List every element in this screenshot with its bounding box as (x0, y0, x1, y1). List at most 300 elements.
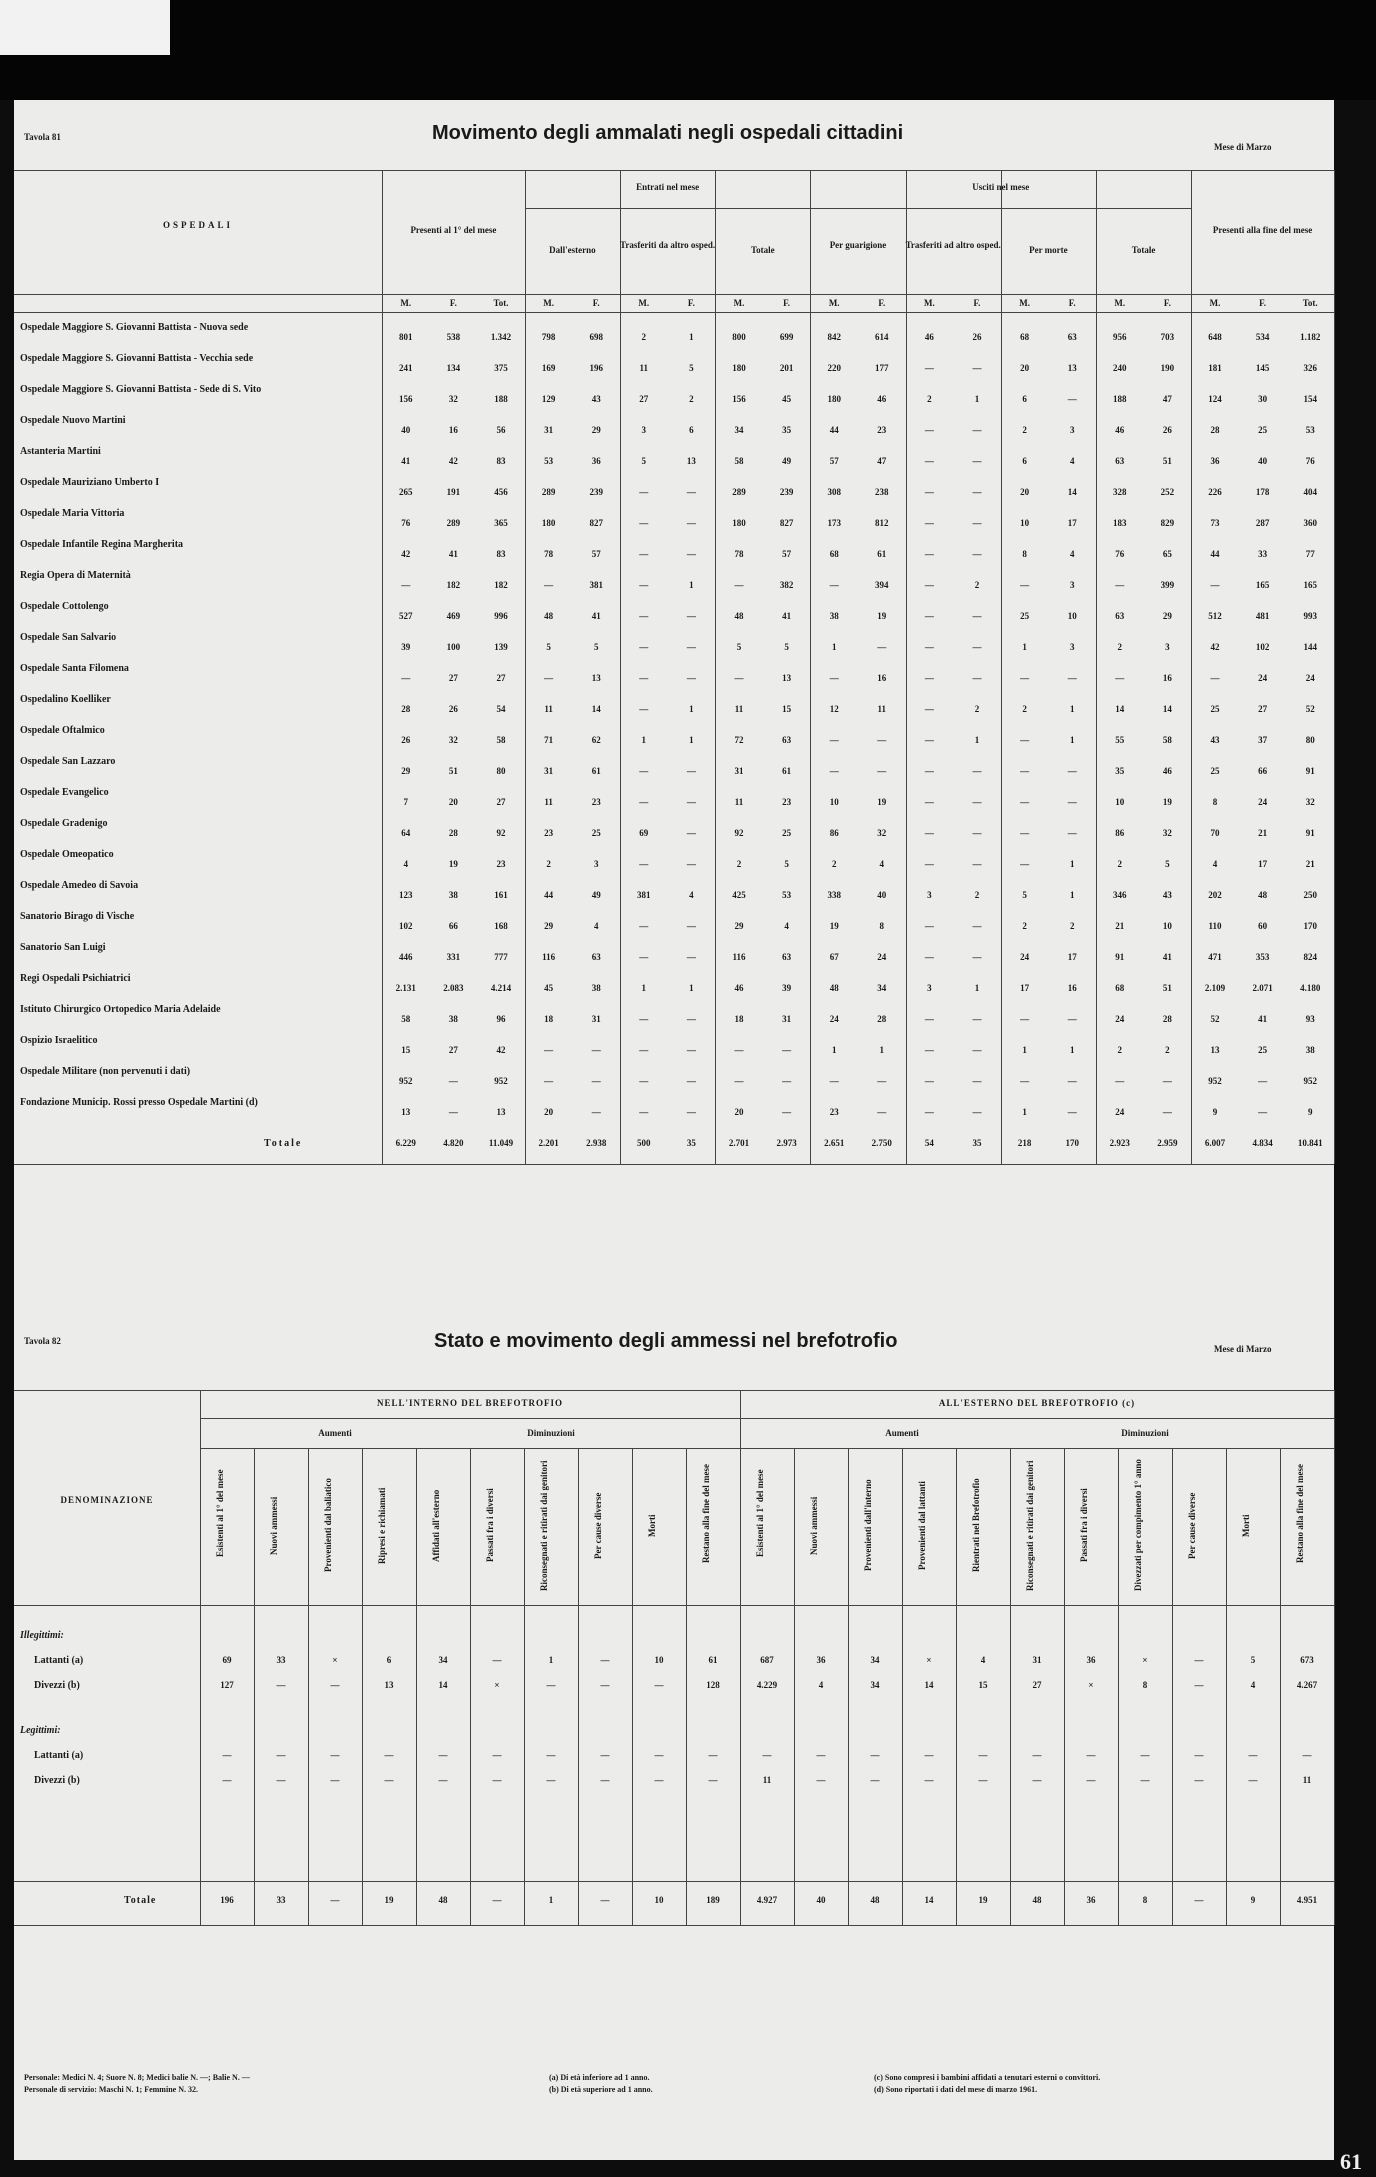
t81-cell: — (924, 921, 934, 931)
note-c: (c) Sono compresi i bambini affidati a tenutari esterni o convittori. (874, 2073, 1101, 2082)
t81-cell: 3 (927, 983, 932, 993)
note-b: (b) Di età superiore ad 1 anno. (549, 2085, 653, 2094)
t82-illegittimi: Illegittimi: (20, 1630, 64, 1641)
t81-cell: 17 (1067, 952, 1077, 962)
t82-total-cell: 33 (276, 1895, 286, 1905)
t82-cell: 11 (1302, 1775, 1312, 1785)
t81-cell: 3 (1069, 425, 1075, 435)
t81-cell: 24 (1115, 1014, 1125, 1024)
t81-cell: — (1067, 797, 1077, 807)
t81-cell: 1 (1022, 1107, 1027, 1117)
t81-cell: 287 (1255, 518, 1270, 528)
t81-cell: 27 (496, 797, 506, 807)
t81-cell: 4 (1069, 456, 1075, 466)
t81-cell: 93 (1305, 1014, 1315, 1024)
t82-cell: — (276, 1750, 286, 1760)
t82-cell: 69 (222, 1655, 232, 1665)
t81-cell: — (924, 1107, 934, 1117)
t82-top-rule (14, 1390, 1334, 1391)
t81-cell: 26 (401, 735, 411, 745)
t82-cell: — (1086, 1750, 1096, 1760)
t81-cell: 534 (1255, 332, 1270, 342)
t81-subheader: F. (783, 298, 791, 308)
t81-cell: 168 (494, 921, 508, 931)
t81-total-cell: 2.651 (824, 1138, 845, 1148)
t81-cell: 41 (1162, 952, 1172, 962)
t81-cell: 68 (1115, 983, 1125, 993)
t81-row-label: Ospedale Amedeo di Savoia (20, 880, 139, 891)
t81-cell: 65 (1162, 549, 1172, 559)
t81-cell: — (972, 766, 982, 776)
t82-cell: — (546, 1680, 556, 1690)
t81-cell: 20 (544, 1107, 554, 1117)
t81-cell: 10 (1115, 797, 1125, 807)
t81-cell: 5 (784, 642, 789, 652)
t81-cell: 2 (641, 332, 647, 342)
note-servizio: Personale di servizio: Maschi N. 1; Femmine N. 32. (24, 2085, 198, 2094)
t81-total-cell: 2.750 (871, 1138, 892, 1148)
t81-cell: 73 (1210, 518, 1220, 528)
t81-cell: 53 (544, 456, 554, 466)
t82-label: Tavola 82 (24, 1336, 61, 1346)
t81-cell: — (1020, 766, 1030, 776)
t81-cell: 25 (1210, 704, 1220, 714)
t81-cell: 40 (877, 890, 887, 900)
t81-cell: 10 (829, 797, 839, 807)
t82-total-cell: 48 (438, 1895, 448, 1905)
t81-cell: — (686, 1014, 696, 1024)
t81-cell: 12 (829, 704, 839, 714)
t81-cell: 47 (1162, 394, 1172, 404)
t81-cell: 76 (1115, 549, 1125, 559)
t81-cell: 18 (544, 1014, 554, 1024)
t81-cell: 2 (736, 859, 742, 869)
t82-vheader: Provenienti dall'interno (863, 1479, 873, 1572)
t81-cell: 4.180 (1300, 983, 1321, 993)
t81-cell: 40 (401, 425, 411, 435)
t81-cell: 165 (1255, 580, 1270, 590)
t81-cell: 812 (875, 518, 889, 528)
t81-cell: — (401, 673, 411, 683)
t82-cell: × (332, 1655, 338, 1665)
t81-cell: 52 (1305, 704, 1315, 714)
t81-cell: 57 (782, 549, 792, 559)
t81-cell: — (972, 797, 982, 807)
t81-cell: — (686, 1076, 696, 1086)
t82-cell: 673 (1300, 1655, 1314, 1665)
t82-cell: — (1086, 1775, 1096, 1785)
t81-cell: 43 (591, 394, 601, 404)
t81-cell: 952 (1303, 1076, 1317, 1086)
t81-cell: 123 (399, 890, 413, 900)
t82-cell: — (492, 1655, 502, 1665)
t82-cell: — (1140, 1750, 1150, 1760)
t81-cell: 83 (496, 456, 506, 466)
t81-cell: — (877, 766, 887, 776)
t81-cell: 16 (1067, 983, 1077, 993)
t82-vheader: Passati fra i diversi (1079, 1488, 1089, 1563)
t81-total-cell: 2.201 (538, 1138, 559, 1148)
t81-cell: 6 (689, 425, 694, 435)
t82-cell: — (870, 1750, 880, 1760)
t81-cell: 58 (1162, 735, 1172, 745)
t81-cell: — (686, 766, 696, 776)
t81-cell: 29 (401, 766, 411, 776)
t81-cell: 44 (1210, 549, 1220, 559)
t81-cell: 129 (541, 394, 556, 404)
t82-cell: — (1140, 1775, 1150, 1785)
t81-cell: 698 (589, 332, 603, 342)
t81-cell: 36 (1210, 456, 1220, 466)
t81-cell: 4 (689, 890, 694, 900)
t82-vheader: Riconsegnati e ritirati dai genitori (539, 1460, 549, 1591)
t81-cell: 19 (448, 859, 458, 869)
t81-cell: 27 (496, 673, 506, 683)
t81-total-label: Totale (264, 1138, 303, 1149)
t82-total-cell: — (492, 1895, 502, 1905)
t81-row-label: Ospizio Israelitico (20, 1035, 98, 1046)
t81-cell: 41 (1258, 1014, 1268, 1024)
t81-cell: 78 (734, 549, 744, 559)
t81-cell: 61 (877, 549, 887, 559)
t82-cell: 61 (708, 1655, 718, 1665)
t81-cell: — (972, 921, 982, 931)
t82-vheader: Nuovi ammessi (269, 1496, 279, 1555)
t82-cell: — (708, 1775, 718, 1785)
t81-cell: 6 (1022, 394, 1027, 404)
t81-cell: — (924, 549, 934, 559)
t82-total-cell: 19 (978, 1895, 988, 1905)
t81-cell: — (734, 673, 744, 683)
t81-cell: 4 (1069, 549, 1075, 559)
t81-cell: 23 (877, 425, 887, 435)
t81-cell: — (1115, 1076, 1125, 1086)
t81-row-label: Sanatorio San Luigi (20, 942, 106, 953)
t81-cell: 13 (686, 456, 696, 466)
t81-cell: 1 (641, 983, 647, 993)
t81-total-cell: 6.007 (1204, 1138, 1226, 1148)
t81-cell: — (972, 518, 982, 528)
t82-month: Mese di Marzo (1214, 1344, 1272, 1354)
t81-cell: 11 (544, 797, 553, 807)
t81-cell: 538 (446, 332, 461, 342)
t81-cell: 76 (1305, 456, 1315, 466)
t82-cell: — (1194, 1775, 1204, 1785)
t81-row-label: Ospedale Santa Filomena (20, 663, 129, 674)
t81-cell: 165 (1303, 580, 1317, 590)
t81-cell: — (972, 673, 982, 683)
t82-total-cell: 4.927 (756, 1895, 778, 1905)
t81-cell: 469 (446, 611, 461, 621)
t81-row-label: Ospedale Mauriziano Umberto I (20, 477, 160, 488)
t81-cell: 41 (448, 549, 458, 559)
t82-cell: — (1194, 1655, 1204, 1665)
t81-cell: — (639, 1076, 649, 1086)
t81-cell: — (544, 580, 554, 590)
t82-vheader: Affidati all'esterno (431, 1489, 441, 1562)
t81-cell: 68 (829, 549, 839, 559)
t81-cell: 33 (1258, 549, 1268, 559)
t81-row-label: Ospedale Nuovo Martini (20, 415, 126, 426)
t81-cell: 27 (448, 673, 458, 683)
t81-cell: 9 (1212, 1107, 1218, 1117)
t81-cell: 49 (591, 890, 601, 900)
t81-col-ospedali: OSPEDALI (162, 220, 233, 230)
t81-cell: — (924, 425, 934, 435)
t82-aumenti: Aumenti (318, 1428, 352, 1438)
t81-cell: 3 (1165, 642, 1170, 652)
t82-header-rule (14, 1605, 1334, 1606)
t81-cell: 381 (637, 890, 651, 900)
t81-cell: — (972, 642, 982, 652)
t82-cell: — (546, 1750, 556, 1760)
t81-cell: 180 (541, 518, 556, 528)
t81-cell: 57 (591, 549, 601, 559)
t81-cell: 44 (544, 890, 554, 900)
t81-subheader: F. (973, 298, 981, 308)
t82-vheader: Morti (647, 1514, 657, 1537)
t82-cell: — (492, 1750, 502, 1760)
t82-cell: 4 (818, 1680, 824, 1690)
t81-cell: 56 (496, 425, 506, 435)
t81-cell: 3 (593, 859, 599, 869)
t82-total-cell: 36 (1086, 1895, 1096, 1905)
t81-cell: 28 (448, 828, 458, 838)
t81-cell: 38 (829, 611, 839, 621)
t81-cell: 46 (924, 332, 934, 342)
t81-subheader: M. (1209, 298, 1221, 308)
t81-cell: 4 (879, 859, 885, 869)
t81-subheader: F. (1163, 298, 1171, 308)
t81-cell: 41 (782, 611, 792, 621)
t82-total-label: Totale (124, 1895, 157, 1906)
t82-vheader: Restano alla fine del mese (701, 1464, 711, 1563)
t81-cell: — (829, 580, 839, 590)
t81-cell: 5 (689, 363, 694, 373)
t82-all-esterno: ALL'ESTERNO DEL BREFOTROFIO (c) (938, 1398, 1136, 1408)
t81-total-cell: 35 (972, 1138, 982, 1148)
t81-cell: 27 (1258, 704, 1268, 714)
t81-cell: 34 (734, 425, 744, 435)
t81-cell: — (1020, 1014, 1030, 1024)
t81-subheader: M. (638, 298, 650, 308)
t81-cell: — (972, 611, 982, 621)
t81-cell: — (829, 1076, 839, 1086)
t81-cell: 134 (446, 363, 461, 373)
t81-total-cell: 218 (1017, 1138, 1032, 1148)
t81-cell: 52 (1210, 1014, 1220, 1024)
t81-cell: — (686, 611, 696, 621)
t81-cell: 53 (1305, 425, 1315, 435)
t82-cell: 128 (706, 1680, 720, 1690)
t81-cell: — (877, 642, 887, 652)
t81-subheader: M. (543, 298, 554, 308)
t81-row-label: Ospedale Maggiore S. Giovanni Battista - Nuova sede (20, 322, 249, 333)
t81-col-rule (1334, 170, 1335, 1164)
t82-cell: — (546, 1775, 556, 1785)
t82-cell: — (222, 1750, 232, 1760)
t81-cell: 5 (736, 642, 742, 652)
t81-row-label: Regia Opera di Maternità (20, 570, 131, 581)
t81-cell: — (924, 611, 934, 621)
t81-row-label: Ospedale Evangelico (20, 787, 109, 798)
t81-cell: 699 (779, 332, 794, 342)
t81-cell: 17 (1067, 518, 1077, 528)
t81-cell: — (1258, 1107, 1268, 1117)
t81-cell: 265 (399, 487, 413, 497)
t81-cell: 25 (591, 828, 601, 838)
t82-cell: 8 (1142, 1680, 1148, 1690)
t81-cell: 32 (1305, 797, 1315, 807)
t81-cell: 91 (1305, 766, 1315, 776)
t81-title: Movimento degli ammalati negli ospedali cittadini (432, 122, 904, 144)
t81-cell: 61 (591, 766, 601, 776)
t81-cell: 3 (641, 425, 647, 435)
t82-cell: 127 (220, 1680, 234, 1690)
t81-cell: 2 (974, 704, 980, 714)
t82-cell: — (654, 1680, 664, 1690)
t81-cell: — (924, 735, 934, 745)
t81-cell: 14 (1067, 487, 1077, 497)
t81-cell: — (1020, 859, 1030, 869)
t82-cell: — (762, 1750, 772, 1760)
t81-cell: — (877, 1107, 887, 1117)
t81-cell: 346 (1113, 890, 1127, 900)
t81-cell: 338 (827, 890, 841, 900)
t82-cell: — (1302, 1750, 1312, 1760)
t82-cell: — (222, 1775, 232, 1785)
t81-cell: 63 (1115, 611, 1125, 621)
t81-cell: 21 (1305, 859, 1315, 869)
t81-cell: — (639, 1045, 649, 1055)
t81-cell: 102 (399, 921, 413, 931)
t81-cell: — (782, 1045, 792, 1055)
t82-cell: 27 (1032, 1680, 1042, 1690)
t81-cell: — (1210, 580, 1220, 590)
t81-subheader: M. (733, 298, 745, 308)
t81-cell: 32 (1162, 828, 1172, 838)
t81-cell: 16 (877, 673, 887, 683)
t81-cell: — (924, 1014, 934, 1024)
t81-cell: — (924, 363, 934, 373)
t82-cell: 14 (924, 1680, 934, 1690)
t81-cell: 827 (779, 518, 794, 528)
t81-cell: 13 (591, 673, 601, 683)
t82-cell: — (816, 1750, 826, 1760)
t81-cell: 829 (1160, 518, 1175, 528)
t81-cell: 61 (782, 766, 792, 776)
t81-cell: — (924, 518, 934, 528)
t81-cell: 404 (1303, 487, 1317, 497)
t81-cell: 144 (1303, 642, 1317, 652)
t81-cell: 31 (782, 1014, 792, 1024)
t81-cell: — (591, 1107, 601, 1117)
t81-col-presenti-inizio: Presenti al 1° del mese (410, 225, 497, 235)
t81-header-rule (14, 294, 1334, 295)
t81-cell: 21 (1115, 921, 1125, 931)
t81-cell: 38 (448, 1014, 458, 1024)
t81-cell: 842 (827, 332, 841, 342)
t81-cell: 1 (879, 1045, 885, 1055)
t82-total-cell: 14 (924, 1895, 934, 1905)
t81-row-label: Ospedale San Lazzaro (20, 756, 116, 767)
t81-cell: 4 (403, 859, 409, 869)
t81-cell: 1 (689, 332, 694, 342)
t81-subheader: F. (878, 298, 886, 308)
t81-cell: 31 (591, 1014, 601, 1024)
t81-subheader: Tot. (1302, 298, 1318, 308)
t81-cell: 239 (589, 487, 603, 497)
t81-cell: 156 (732, 394, 746, 404)
t81-cell: 62 (591, 735, 601, 745)
t82-row-label: Lattanti (a) (34, 1655, 84, 1666)
t81-cell: — (924, 642, 934, 652)
t81-cell: 21 (1258, 828, 1268, 838)
t81-cell: 169 (541, 363, 556, 373)
t81-row-label: Regi Ospedali Psichiatrici (20, 973, 131, 984)
t81-cell: 13 (1067, 363, 1077, 373)
t81-cell: 26 (1162, 425, 1172, 435)
scan-top-border (0, 0, 1376, 100)
t81-col-trasferiti-ad: Trasferiti ad altro osped. (905, 240, 1001, 250)
t81-bottom-rule (14, 1164, 1334, 1165)
t81-cell: 25 (1258, 425, 1268, 435)
t82-total-cell: 189 (706, 1895, 720, 1905)
t82-vheader: Per cause diverse (593, 1492, 603, 1559)
t81-cell: 4 (1212, 859, 1218, 869)
t81-cell: 191 (446, 487, 461, 497)
t81-cell: 16 (1162, 673, 1172, 683)
t82-cell: 36 (816, 1655, 826, 1665)
t81-cell: 481 (1255, 611, 1270, 621)
note-a: (a) Di età inferiore ad 1 anno. (549, 2073, 650, 2082)
t81-cell: 58 (734, 456, 744, 466)
t81-cell: 4 (593, 921, 599, 931)
t82-total-cell: 10 (654, 1895, 664, 1905)
t81-cell: 2 (1117, 859, 1123, 869)
t81-cell: — (924, 1045, 934, 1055)
t81-cell: 31 (544, 425, 554, 435)
t81-cell: 11 (544, 704, 553, 714)
t81-cell: — (544, 673, 554, 683)
t81-cell: 42 (1210, 642, 1220, 652)
t81-cell: 27 (448, 1045, 458, 1055)
t81-cell: 14 (1115, 704, 1125, 714)
t81-cell: 239 (779, 487, 794, 497)
t81-label: Tavola 81 (24, 132, 61, 142)
t81-cell: 381 (589, 580, 603, 590)
t81-cell: 777 (494, 952, 508, 962)
t81-cell: 47 (877, 456, 887, 466)
t81-col-totale-entrati: Totale (750, 245, 775, 255)
t81-cell: 25 (782, 828, 792, 838)
t81-cell: — (1067, 394, 1077, 404)
t81-cell: 2.131 (395, 983, 416, 993)
t81-cell: 1.182 (1300, 332, 1321, 342)
t81-cell: 91 (1115, 952, 1125, 962)
t81-subheader-rule (14, 312, 1334, 313)
t82-col-rule (1334, 1390, 1335, 1925)
t81-cell: — (829, 673, 839, 683)
t81-cell: — (829, 766, 839, 776)
t81-cell: — (639, 642, 649, 652)
t81-cell: — (686, 952, 696, 962)
t81-cell: 1 (831, 1045, 837, 1055)
t81-cell: 952 (1208, 1076, 1222, 1086)
t81-cell: 24 (829, 1014, 839, 1024)
t81-subheader: F. (1259, 298, 1267, 308)
document-page (14, 100, 1334, 2160)
